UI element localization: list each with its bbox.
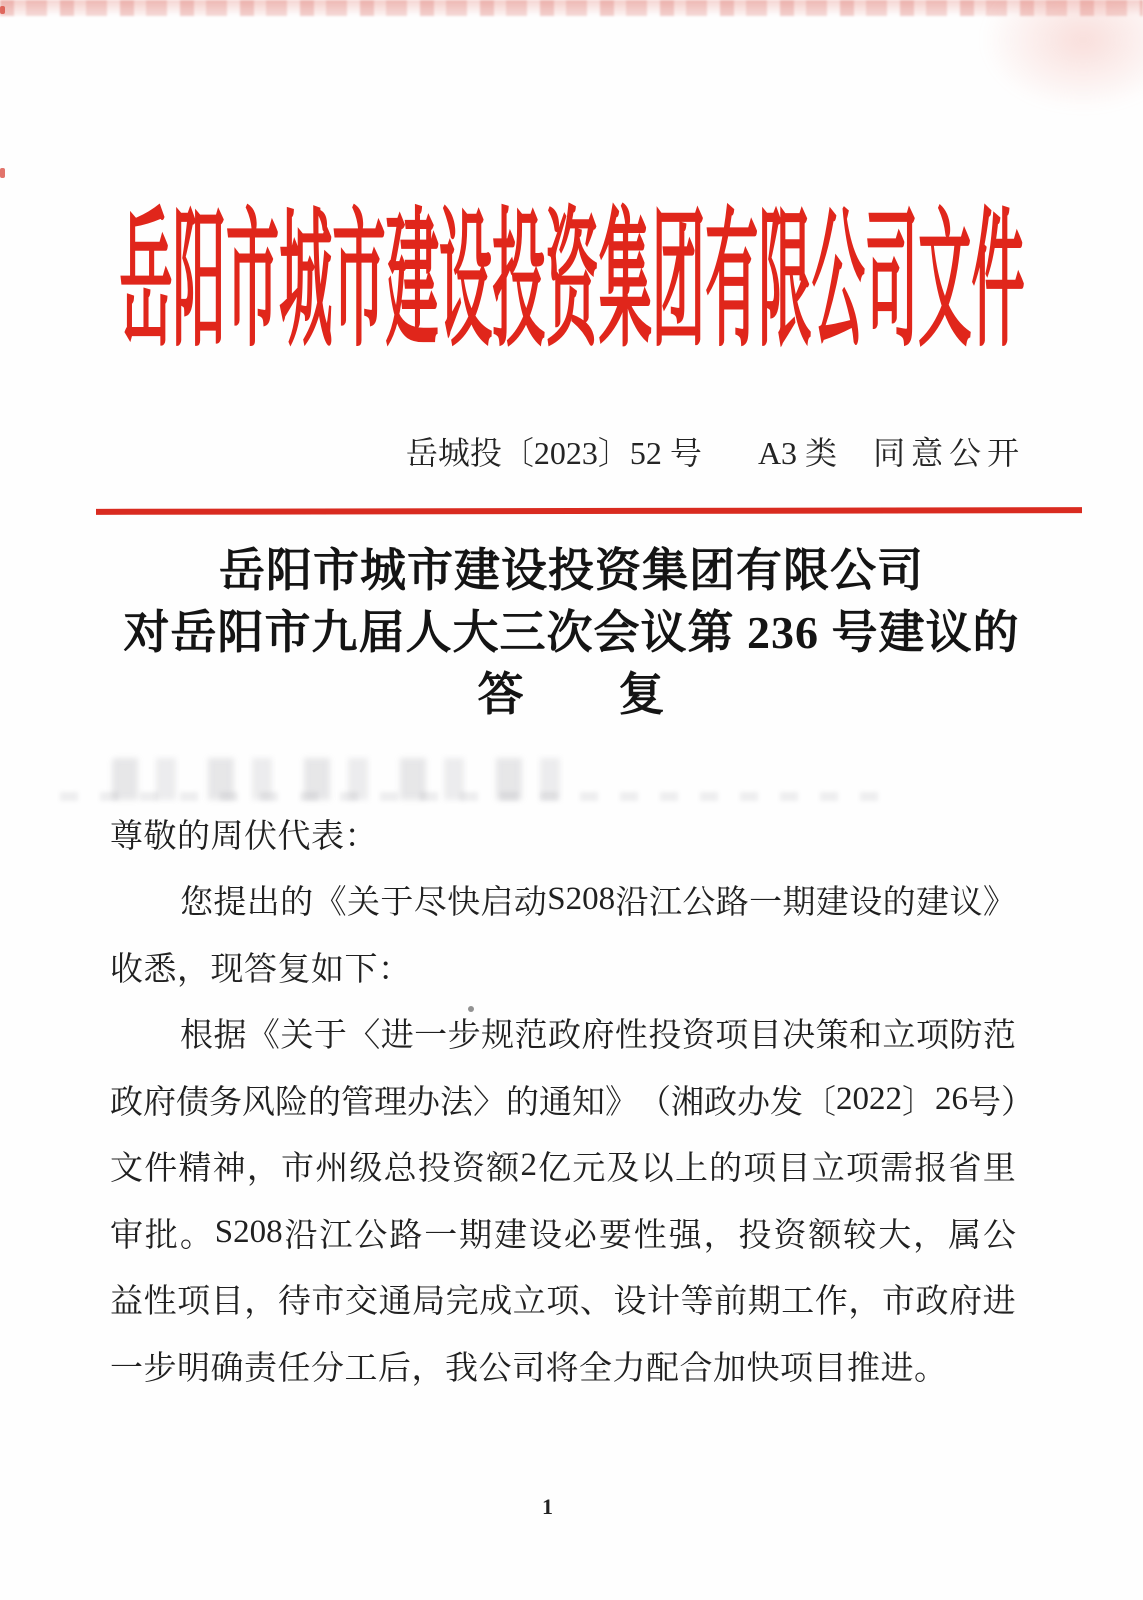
page-number: 1 [542, 1494, 553, 1519]
doc-number: 岳城投〔2023〕52 号 [405, 435, 702, 471]
document-body [110, 800, 1034, 1399]
body-line: 政 府 债 务 风 险 的 管 理 办 法 〉 的 通 知 》 （ 湘 政 办 发 〔 2022 〕 26 号 ） [110, 1080, 1034, 1121]
body-line: 审 批 。 S208 沿 江 公 路 一 期 建 设 必 要 性 强 ， 投 资 额 较 大 ， 属 公 [110, 1213, 1016, 1254]
red-divider-line [96, 507, 1082, 515]
scan-artifact-edge-speck [0, 6, 5, 14]
doc-publicity-label: 同意公开 [873, 435, 1026, 471]
body-line: 尊敬的周伏代表： [110, 818, 378, 855]
doc-category: A3 类 [757, 435, 838, 471]
scan-artifact-edge-speck [0, 168, 5, 178]
scan-artifact-top-edge [0, 0, 1143, 16]
letterhead-title [0, 198, 1143, 366]
body-line: 根 据 《 关 于 〈 进 一 步 规 范 政 府 性 投 资 项 目 决 策 和 立 项 防 范 [180, 1018, 1016, 1055]
body-line: 文 件 精 神 ， 市 州 级 总 投 资 额 2 亿 元 及 以 上 的 项 目 立 项 需 报 省 里 [110, 1147, 1016, 1188]
scan-artifact-corner-blush [983, 0, 1143, 110]
title-line-1: 岳阳市城市建设投资集团有限公司 [219, 545, 924, 596]
body-line: 您 提 出 的 《 关 于 尽 快 启 动 S208 沿 江 公 路 一 期 建 设 的 建 议 》 [180, 881, 1016, 922]
title-line-2: 对岳阳市九届人大三次会议第 236 号建议的 [123, 607, 1020, 658]
body-line: 一步明确责任分工后，我公司将全力配合加快项目推进。 [110, 1350, 948, 1387]
body-line: 收悉，现答复如下： [110, 951, 412, 988]
title-line-3: 答 复 [477, 669, 666, 720]
body-line: 益 性 项 目 ， 待 市 交 通 局 完 成 立 项 、 设 计 等 前 期 工 作 ， 市 政 府 进 [110, 1284, 1016, 1321]
document-title [40, 540, 1103, 726]
letterhead-title-text: 岳阳市城市建设投资集团有限公司文件 [118, 199, 1025, 365]
document-meta-row [144, 428, 1143, 474]
